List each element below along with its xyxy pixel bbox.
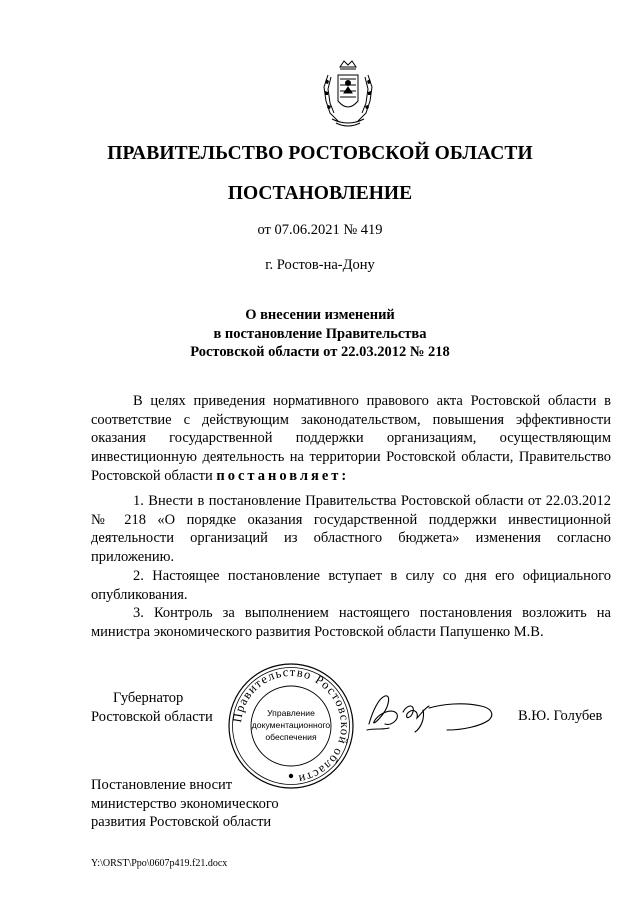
decree-item: 1. Внести в постановление Правительства Ростовской области от 22.03.2012 № 218 «О порядке оказания государственной поддержки инвестиционной деятельности организаций из областного бюджета» изменения согласно приложению. <box>91 493 611 566</box>
signer-post-line: Губернатор <box>113 690 184 706</box>
document-date-number: от 07.06.2021 № 419 <box>257 222 383 238</box>
preamble-text: В целях приведения нормативного правового акта Ростовской области в соответствие с действующим законодательством, повышения эффективности оказания государственной поддержки организациям, осуществляющим инвестиционную деятельность на территории Ростовской области, Правительство Ростовской области <box>91 393 611 484</box>
document-subject <box>0 306 640 362</box>
government-title: ПРАВИТЕЛЬСТВО РОСТОВСКОЙ ОБЛАСТИ <box>107 143 533 164</box>
introducer <box>91 776 279 832</box>
stamp-ring-text: Правительство Ростовской области <box>229 664 353 787</box>
handwritten-signature <box>363 690 498 736</box>
decree-word: постановляет: <box>216 467 350 484</box>
signer-post <box>91 689 213 726</box>
decree-items <box>91 492 611 642</box>
document-type: ПОСТАНОВЛЕНИЕ <box>227 183 413 204</box>
stamp-inner-line: обеспечения <box>265 732 317 742</box>
document-city: г. Ростов-на-Дону <box>265 257 375 273</box>
preamble-paragraph <box>91 392 611 486</box>
official-stamp <box>227 662 355 790</box>
introducer-line: Постановление вносит <box>91 777 233 793</box>
subject-line: О внесении изменений <box>245 307 395 323</box>
stamp-inner-line: Управление <box>267 708 315 718</box>
decree-item: 2. Настоящее постановление вступает в силу со дня его официального опубликования. <box>91 567 611 603</box>
signer-name: В.Ю. Голубев <box>518 708 603 724</box>
coat-of-arms-icon <box>318 57 378 129</box>
subject-line: в постановление Правительства <box>213 325 427 342</box>
file-path: Y:\ORST\Ppo\0607p419.f21.docx <box>91 858 228 869</box>
subject-line: Ростовской области от 22.03.2012 № 218 <box>190 344 450 360</box>
stamp-inner-line: документационного <box>251 720 331 730</box>
introducer-line: министерство экономического <box>91 795 279 812</box>
signer-post-line: Ростовской области <box>91 708 213 725</box>
introducer-line: развития Ростовской области <box>91 814 272 830</box>
decree-item: 3. Контроль за выполнением настоящего постановления возложить на министра экономического развития Ростовской области Папушенко М.В. <box>91 605 611 640</box>
preamble <box>91 392 611 486</box>
